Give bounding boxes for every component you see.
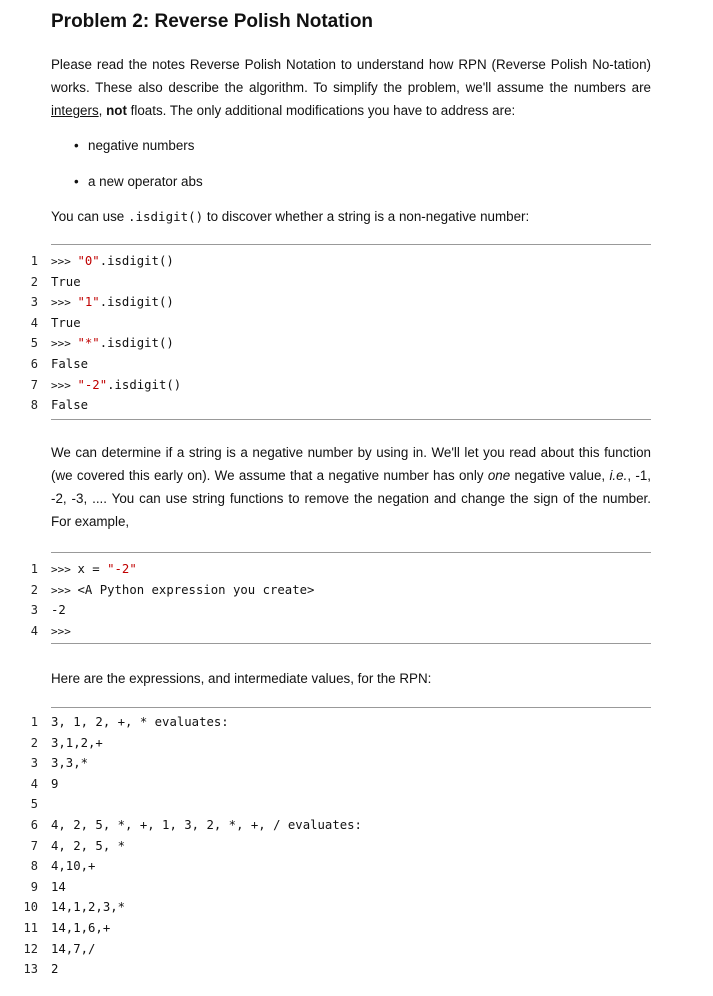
code-text bbox=[51, 621, 71, 643]
code-line bbox=[0, 313, 713, 334]
intro-text: Please read the notes Reverse Polish Notation to understand how RPN (Reverse Polish No-tation) works. These also describe the algorithm. To simplify the problem, we'll assume the numbers are bbox=[51, 57, 651, 95]
code-text bbox=[51, 313, 81, 334]
ie-emphasis: i.e. bbox=[609, 468, 628, 483]
code-token: 3,1,2,+ bbox=[51, 735, 103, 750]
code-rule-bottom bbox=[51, 419, 651, 420]
line-number: 3 bbox=[30, 756, 38, 771]
intro-text: floats. The only additional modifications you have to address are: bbox=[126, 103, 516, 118]
code-line bbox=[0, 815, 713, 836]
code-text bbox=[51, 856, 95, 877]
code-text bbox=[51, 354, 88, 375]
code-text bbox=[51, 712, 229, 733]
line-number: 11 bbox=[23, 920, 38, 935]
code-token: 3, 1, 2, +, * evaluates: bbox=[51, 715, 229, 729]
code-line bbox=[0, 580, 713, 601]
code-line bbox=[0, 621, 713, 642]
code-line bbox=[0, 712, 713, 733]
code-token: 9 bbox=[51, 776, 59, 791]
code-line bbox=[0, 333, 713, 354]
code-text bbox=[51, 753, 88, 774]
line-number: 7 bbox=[30, 838, 38, 853]
code-token: .isdigit() bbox=[99, 254, 174, 268]
not-emphasis: not bbox=[106, 103, 127, 118]
code-token: False bbox=[51, 398, 89, 413]
line-number: 1 bbox=[30, 562, 38, 576]
code-text bbox=[51, 836, 125, 857]
one-emphasis: one bbox=[487, 468, 511, 483]
code-line bbox=[0, 836, 713, 857]
code-token: 4, 2, 5, *, +, 1, 3, 2, *, +, / evaluates: bbox=[51, 817, 362, 832]
code-line bbox=[0, 559, 713, 580]
prompt-symbol: >>> bbox=[51, 563, 78, 576]
isdigit-sentence bbox=[51, 205, 651, 228]
line-number: 4 bbox=[30, 776, 38, 791]
code-line bbox=[0, 939, 713, 960]
string-literal: "*" bbox=[77, 336, 100, 351]
line-number: 2 bbox=[30, 274, 38, 289]
code-line bbox=[0, 600, 713, 621]
code-rule-top bbox=[51, 707, 651, 708]
code-line bbox=[0, 395, 713, 416]
code-token: -2 bbox=[51, 603, 66, 618]
code-token: False bbox=[51, 356, 89, 371]
code-token: 14,7,/ bbox=[51, 941, 96, 956]
line-number: 9 bbox=[30, 879, 38, 894]
code-line bbox=[0, 877, 713, 898]
code-line bbox=[0, 856, 713, 877]
code-text bbox=[51, 733, 103, 754]
code-text bbox=[51, 395, 88, 416]
code-token: 14,1,6,+ bbox=[51, 920, 111, 935]
code-text bbox=[51, 918, 110, 939]
section-title: Problem 2: Reverse Polish Notation bbox=[51, 11, 374, 32]
code-line bbox=[0, 897, 713, 918]
line-number: 1 bbox=[30, 254, 38, 268]
sentence-text: to discover whether a string is a non-negative number: bbox=[203, 209, 530, 224]
code-block-isdigit bbox=[0, 251, 713, 416]
line-number: 4 bbox=[30, 315, 38, 330]
code-rule-bottom bbox=[51, 643, 651, 644]
code-text bbox=[51, 251, 174, 273]
code-token: 14 bbox=[51, 879, 66, 894]
code-token: True bbox=[51, 315, 81, 330]
code-text bbox=[51, 877, 66, 898]
line-number: 13 bbox=[23, 962, 38, 977]
string-literal: "1" bbox=[77, 295, 100, 310]
line-number: 8 bbox=[30, 859, 38, 874]
code-token: True bbox=[51, 274, 81, 289]
sentence-text: You can use bbox=[51, 209, 128, 224]
prompt-symbol: >>> bbox=[51, 296, 78, 310]
line-number: 5 bbox=[30, 336, 38, 351]
code-token: 4,10,+ bbox=[51, 859, 96, 874]
string-literal: "-2" bbox=[107, 562, 137, 576]
code-text bbox=[51, 815, 362, 836]
code-line bbox=[0, 292, 713, 313]
line-number: 6 bbox=[30, 356, 38, 371]
prompt-symbol: >>> bbox=[51, 624, 71, 638]
line-number: 2 bbox=[30, 582, 38, 597]
code-token: .isdigit() bbox=[99, 295, 174, 310]
intro-text: , bbox=[98, 103, 107, 118]
line-number: 8 bbox=[30, 398, 38, 413]
code-token: 4, 2, 5, * bbox=[51, 838, 126, 853]
modification-list bbox=[74, 136, 203, 208]
line-number: 6 bbox=[30, 817, 38, 832]
string-literal: "-2" bbox=[77, 377, 108, 392]
code-token: x = bbox=[77, 562, 108, 576]
code-text bbox=[51, 959, 58, 980]
code-block-negation bbox=[0, 559, 713, 641]
line-number: 3 bbox=[30, 295, 38, 310]
line-number: 4 bbox=[30, 623, 38, 638]
intro-paragraph bbox=[51, 53, 651, 122]
prompt-symbol: >>> bbox=[51, 378, 78, 392]
code-text bbox=[51, 774, 58, 795]
code-text bbox=[51, 272, 81, 293]
line-number: 2 bbox=[30, 735, 38, 750]
code-text bbox=[51, 939, 95, 960]
code-line bbox=[0, 251, 713, 272]
code-text bbox=[51, 559, 137, 581]
line-number: 12 bbox=[23, 941, 38, 956]
code-text bbox=[51, 333, 174, 355]
code-line bbox=[0, 794, 713, 815]
code-line bbox=[0, 733, 713, 754]
expressions-intro: Here are the expressions, and intermediate values, for the RPN: bbox=[51, 671, 432, 686]
code-line bbox=[0, 375, 713, 396]
code-text bbox=[51, 292, 174, 314]
inline-code: .isdigit() bbox=[127, 209, 204, 224]
code-token: <A Python expression you create> bbox=[77, 582, 315, 597]
code-line bbox=[0, 272, 713, 293]
code-rule-top bbox=[51, 244, 651, 245]
para-text: We can determine if a string is a negative number by using in. We'll let you read about this function (we covered this early on). We assume that a negative number has only bbox=[51, 445, 651, 483]
code-text bbox=[51, 375, 181, 397]
integers-link[interactable]: integers bbox=[51, 103, 99, 118]
code-token: 3,3,* bbox=[51, 756, 89, 771]
code-token: .isdigit() bbox=[107, 377, 182, 392]
code-block-rpn bbox=[0, 712, 713, 980]
code-line bbox=[0, 774, 713, 795]
code-token: .isdigit() bbox=[99, 336, 174, 351]
code-token: 14,1,2,3,* bbox=[51, 900, 126, 915]
negative-paragraph bbox=[51, 441, 651, 533]
code-line bbox=[0, 354, 713, 375]
code-line bbox=[0, 959, 713, 980]
string-literal: "0" bbox=[77, 254, 100, 268]
line-number: 5 bbox=[30, 797, 38, 812]
code-rule-top bbox=[51, 552, 651, 553]
line-number: 1 bbox=[30, 715, 38, 729]
line-number: 7 bbox=[30, 377, 38, 392]
code-token: 2 bbox=[51, 962, 59, 977]
code-text bbox=[51, 600, 66, 621]
line-number: 10 bbox=[23, 900, 38, 915]
line-number: 3 bbox=[30, 603, 38, 618]
para-text: , -1, -2, -3, .... You can use string functions to remove the negation and change the sign of the number. For example, bbox=[51, 468, 651, 529]
list-item: • negative numbers bbox=[74, 136, 203, 172]
para-text: negative value, bbox=[510, 468, 610, 483]
code-text bbox=[51, 580, 314, 602]
code-line bbox=[0, 918, 713, 939]
list-item: • a new operator abs bbox=[74, 172, 203, 208]
prompt-symbol: >>> bbox=[51, 337, 78, 351]
code-text bbox=[51, 897, 125, 918]
code-line bbox=[0, 753, 713, 774]
prompt-symbol: >>> bbox=[51, 583, 78, 597]
prompt-symbol: >>> bbox=[51, 255, 78, 268]
